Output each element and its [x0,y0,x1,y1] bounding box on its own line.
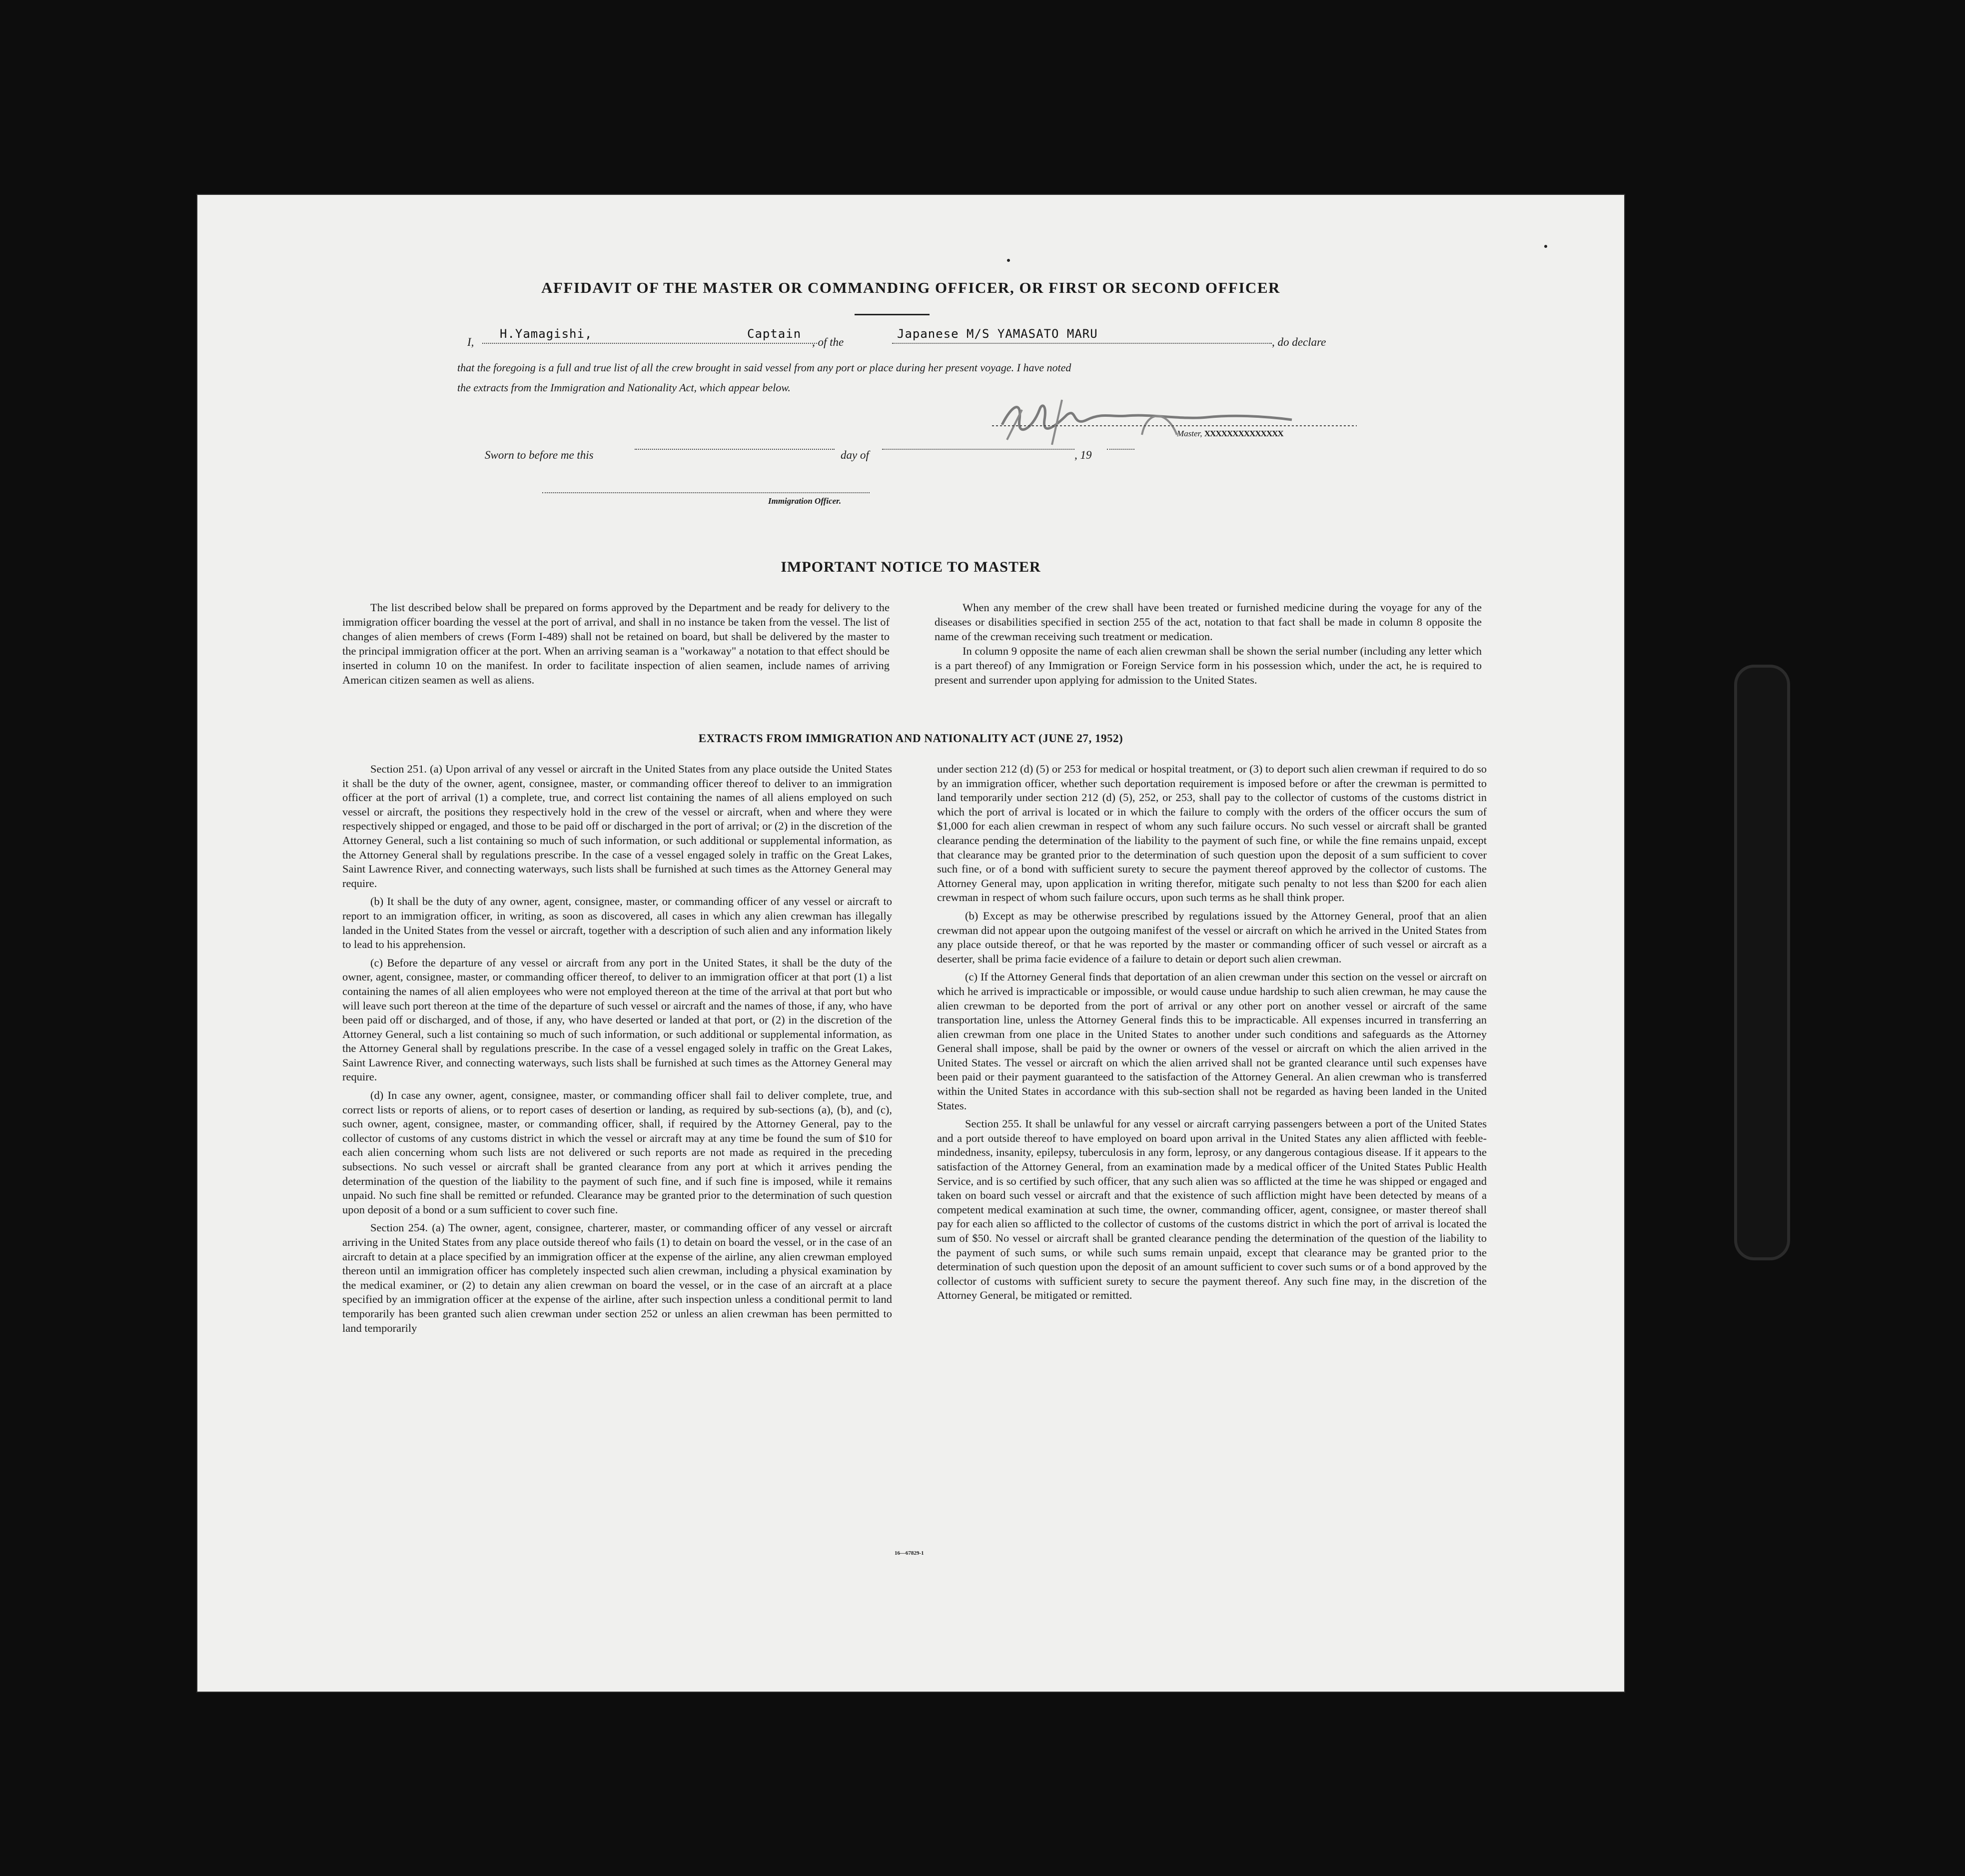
form-code: 16—67829-1 [895,1550,924,1556]
declaration-line-2: the extracts from the Immigration and Nationality Act, which appear below. [457,381,791,394]
extracts-left-column [342,762,892,1335]
document-page [197,195,1624,1692]
extract-paragraph: Section 251. (a) Upon arrival of any vessel or aircraft in the United States from any place outside the United States it shall be the duty of the owner, agent, consignee, master, or commanding officer thereof to deliver to an immigration officer at the port of arrival (1) a complete, true, and correct list containing the names of all aliens employed on such vessel or aircraft, the positions they respectively hold in the crew of the vessel or aircraft, when and where they were respectively shipped or engaged, and those to be paid off or discharged in the port of arrival; or (2) in the discretion of the Attorney General, such a list containing so much of such information, or such additional or supplemental information, as the Attorney General shall by regulations prescribe. In the case of a vessel engaged solely in traffic on the Great Lakes, Saint Lawrence River, and connecting waterways, such lists shall be furnished at such times as the Attorney General may require. [342,763,892,890]
declaration-line-1: that the foregoing is a full and true list of all the crew brought in said vessel from any port or place during her present voyage. I have noted [457,361,1071,374]
extract-paragraph: (b) Except as may be otherwise prescribed by regulations issued by the Attorney General, proof that an alien crewman did not appear upon the outgoing manifest of the vessel or aircraft on which he arrived in the United States from any place outside thereof, or that he was reported by the master or commanding officer of such vessel or aircraft as a deserter, shall be prima facie evidence of a failure to detain or deport such alien crewman. [937,909,1487,965]
name-dotted-line [482,343,817,344]
vessel-dotted-line [892,343,1272,344]
master-name-field: H.Yamagishi, [500,327,593,341]
signature-caption [1177,429,1283,439]
sworn-dotted-line [635,449,835,450]
day-of-label: day of [841,449,869,461]
struck-title: XXXXXXXXXXXXXX [1204,429,1283,438]
extract-paragraph: Section 255. It shall be unlawful for any vessel or aircraft carrying passengers between a port of the United States and a port outside thereof to have employed on board upon arrival in the United States any alien afflicted with feeble-mindedness, insanity, epilepsy, tuberculosis in any form, leprosy, or any dangerous contagious disease. If it appears to the satisfaction of the Attorney General, from an examination made by a medical officer of the United States Public Health Service, and is so certified by such officer, that any such alien was so afflicted at the time he was shipped or engaged and taken on board such vessel or aircraft and that the existence of such affliction might have been detected by means of a competent medical examination at such time, the owner, commanding officer, agent, consignee, or master thereof shall pay for each alien so afflicted to the collector of customs of the customs district in which the port of arrival is located the sum of $50. No vessel or aircraft shall be granted clearance pending the determination of the question of the liability to the payment of such sums, or while such sums remain unpaid, except that clearance may be granted prior to the determination of such question upon the deposit of an amount sufficient to cover such sums or of a bond approved by the collector of customs with sufficient surety to secure the payment thereof. Any such fine may, in the discretion of the Attorney General, be mitigated or remitted. [937,1117,1487,1302]
do-declare-label: , do declare [1272,336,1326,348]
notice-paragraph: The list described below shall be prepared on forms approved by the Department and be ready for delivery to the immigration officer boarding the vessel at the port of arrival, and shall in no instance be taken from the vessel. The list of changes of alien members of crews (Form I-489) shall not be retained on board, but shall be delivered by the master to the principal immigration officer at the port. When an arriving seaman is a "workaway" a notation to that effect should be inserted in column 10 on the manifest. In order to facilitate inspection of alien seamen, include names of arriving American citizen seamen as well as aliens. [342,601,890,686]
rank-field: Captain [747,327,802,341]
notice-paragraph: When any member of the crew shall have been treated or furnished medicine during the voyage for any of the diseases or disabilities specified in section 255 of the act, notation to that fact shall be made in column 8 opposite the name of the crewman receiving such treatment or medication. [935,601,1482,643]
master-label: Master, [1177,429,1202,438]
title-rule [855,314,930,315]
speck [1544,245,1547,248]
extract-paragraph: Section 254. (a) The owner, agent, consignee, charterer, master, or commanding officer of any vessel or aircraft arriving in the United States from any place outside thereof who fails (1) to detain on board the vessel, or in the case of an aircraft to detain at a place specified by an immigration officer at the expense of the airline, any alien crewman employed thereon until an immigration officer has completely inspected such alien crewman, including a physical examination by the medical examiner, or (2) to detain any alien crewman on board the vessel, or in the case of an aircraft at a place specified by an immigration officer at the expense of the airline, after such inspection unless a conditional permit to land temporarily has been granted such alien crewman under section 252 or unless an alien crewman has been permitted to land temporarily [342,1221,892,1334]
sworn-label: Sworn to before me this [485,449,594,461]
year-dotted-line [1107,449,1134,450]
vessel-field: Japanese M/S YAMASATO MARU [897,327,1098,341]
extract-paragraph: (c) If the Attorney General finds that deportation of an alien crewman under this section on the vessel or aircraft on which he arrived is impracticable or impossible, or would cause undue hardship to such alien crewman, he may cause the alien crewman to be deported from the port of arrival or any other port on another vessel or aircraft of the same transportation line, unless the Attorney General finds this to be impracticable. All expenses incurred in transferring an alien crewman from one place in the United States to another under such conditions and safeguards as the Attorney General shall impose, shall be paid by the owner or owners of the vessel or aircraft on which the alien arrived in the United States. The vessel or aircraft on which the alien arrived shall not be granted clearance until such expenses have been paid or their payment guaranteed to the satisfaction of the Attorney General. An alien crewman who is transferred within the United States in accordance with this sub-section shall not be regarded as having been landed in the United States. [937,970,1487,1112]
year-label: , 19 [1074,449,1092,461]
immigration-officer-label: Immigration Officer. [768,496,842,506]
notice-right-column [935,601,1482,687]
affidavit-title: AFFIDAVIT OF THE MASTER OR COMMANDING OFFICER, OR FIRST OR SECOND OFFICER [541,279,1280,296]
immigration-officer-line [542,492,870,493]
extract-paragraph: under section 212 (d) (5) or 253 for medical or hospital treatment, or (3) to deport such alien crewman if required to do so by an immigration officer, whether such deportation requirement is imposed before or after the crewman is permitted to land temporarily under section 212 (d) (5), 252, or 253, shall pay to the collector of customs of the customs district in which the port of arrival is located or in which the failure to comply with the orders of the officer occurs the sum of $1,000 for each alien crewman in respect of whom any such failure occurs. No such vessel or aircraft shall be granted clearance pending the determination of the liability to the payment of such fine, or while the fine remains unpaid, except that clearance may be granted prior to the determination of such question upon the deposit of a sum sufficient to cover such fine, or of a bond with sufficient surety to secure the payment thereof approved by the collector of customs. The Attorney General may, upon application in writing therefor, mitigate such penalty to not less than $200 for each alien crewman in respect of whom such failure occurs, upon such terms as he shall think proper. [937,763,1487,904]
sworn-line [485,449,1334,469]
extract-paragraph: (d) In case any owner, agent, consignee, master, or commanding officer shall fail to deliver complete, true, and correct lists or reports of aliens, or to report cases of desertion or landing, as required by sub-sections (a), (b), and (c), such owner, agent, consignee, master, or commanding officer, shall, if required by the Attorney General, pay to the collector of customs of any customs district in which the vessel or aircraft may at any time be found the sum of $10 for each alien concerning whom such lists are not delivered or such reports are not made as required in the preceding subsections. No such vessel or aircraft shall be granted clearance from any port at which it arrives pending the determination of the question of the liability to the payment of such fine, and if such fine is imposed, while it remains unpaid. No such fine shall be remitted or refunded. Clearance may be granted prior to the determination of such question upon deposit of a bond or a sum sufficient to cover such fine. [342,1089,892,1216]
master-signature [992,390,1442,450]
speck [1007,259,1010,262]
extracts-right-column [937,762,1487,1303]
declaration-line [467,327,1352,356]
extracts-title: EXTRACTS FROM IMMIGRATION AND NATIONALITY ACT (JUNE 27, 1952) [698,732,1123,745]
extract-paragraph: (c) Before the departure of any vessel or aircraft from any port in the United States, it shall be the duty of the owner, agent, consignee, master, or commanding officer thereof, to deliver to an immigration officer at that port (1) a list containing the names of all alien employees who were not employed thereon at the time of the arrival at that port but who will leave such port thereon at the time of the departure of such vessel or aircraft and the names of those, if any, who have been paid off or discharged, and of those, if any, who have deserted or landed at that port, or (2) in the discretion of the Attorney General, such a list containing so much of such information, or such additional or supplemental information, as the Attorney General shall by regulations prescribe. In the case of a vessel engaged solely in traffic on the Great Lakes, Saint Lawrence River, and connecting waterways, such lists shall be furnished at such times as the Attorney General may require. [342,956,892,1083]
notice-left-column [342,601,890,687]
scanner-background-slot [1734,665,1790,1260]
month-dotted-line [882,449,1074,450]
extract-paragraph: (b) It shall be the duty of any owner, agent, consignee, master, or commanding officer of any vessel or aircraft to report to an immigration officer, in writing, as soon as discovered, all cases in which any alien crewman has illegally landed in the United States from the vessel or aircraft, together with a description of such alien and any information likely to lead to his apprehension. [342,895,892,951]
notice-paragraph: In column 9 opposite the name of each alien crewman shall be shown the serial number (including any letter which is a part thereof) of any Immigration or Foreign Service form in his possession which, under the act, he is required to present and surrender upon applying for admission to the United States. [935,644,1482,686]
notice-title: IMPORTANT NOTICE TO MASTER [781,559,1041,575]
i-label: I, [467,336,474,348]
of-the-label: , of the [812,336,844,348]
